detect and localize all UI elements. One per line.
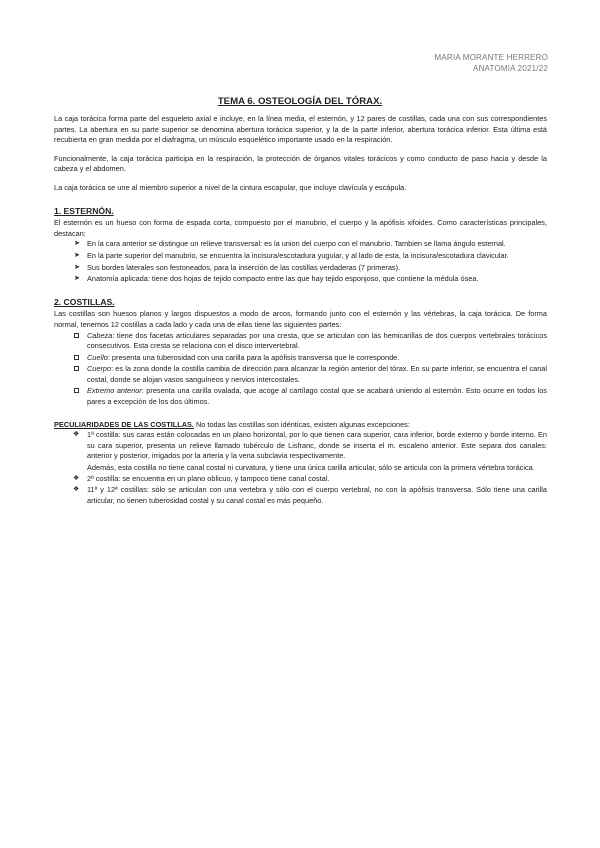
list-item: ➤ En la parte superior del manubrio, se encuentra la incisura/escotadura yugular, y al lado de esta, la incisura/escotadura clavicular. bbox=[74, 250, 509, 260]
list-item: ❖ 11ª y 12ª costillas: sólo se articulan con una vertebra y sólo con el cuerpo vertebral, no con la apófisis transversa. Sólo tiene una carilla articular, no tienen tuberosidad costal y su canal costal es más pequeño. bbox=[73, 485, 548, 505]
peculiarities-list bbox=[54, 430, 547, 462]
list-item: ➤ En la cara anterior se distingue un relieve transversal: es la union del cuerpo con el manubrio. Tambien se llama ángulo esternal. bbox=[74, 239, 506, 249]
peculiarities-intro: PECULIARIDADES DE LAS COSTILLAS. No todas las costillas son idénticas, existen algunas excepciones: bbox=[54, 419, 410, 429]
document-title: TEMA 6. OSTEOLOGÍA DEL TÓRAX. bbox=[217, 96, 383, 107]
arrow-bullet-icon: ➤ bbox=[74, 251, 80, 259]
diamond-bullet-icon: ❖ bbox=[73, 474, 80, 482]
arrow-bullet-icon: ➤ bbox=[74, 240, 80, 248]
list-item: Cabeza: tiene dos facetas articulares separadas por una cresta, que se articulan con las hemicarillas de dos cuerpos vertebrales torácicos consecutivos. Esta cresta se relaciona con el disco intervertebral. bbox=[54, 331, 547, 352]
ribs-paragraph: Las costillas son huesos planos y largos dispuestos a modo de arcos, formando junto con el esternón y las vértebras, la caja torácica. De forma normal, tenemos 12 costillas a cada lado y cada una de ellas tiene las siguientes partes: bbox=[54, 309, 547, 329]
list-item: ➤ Anatomía aplicada: tiene dos hojas de tejido compacto entre las que hay tejido esponjoso, que contiene la médula ósea. bbox=[74, 274, 479, 284]
checkbox-bullet-icon bbox=[74, 333, 79, 338]
list-item: Extremo anterior: presenta una carilla ovalada, que acoge al cartílago costal que se acabará uniendo al esternón. Esto ocurre en todos los pares a excepción de los dos últimos. bbox=[54, 386, 547, 407]
list-item: ❖ 2ª costilla: se encuentra en un plano oblicuo, y tampoco tiene canal costal. bbox=[73, 473, 330, 483]
intro-paragraph: La caja torácica se une al miembro superior a nivel de la cintura escapular, que incluye clavícula y escápula. bbox=[54, 182, 407, 192]
intro-paragraph: Funcionalmente, la caja torácica participa en la respiración, la protección de órganos vitales torácicos y como conducto de paso hacia y desde la cabeza y el abdomen. bbox=[54, 153, 547, 174]
section-heading-ribs: 2. COSTILLAS. bbox=[54, 296, 115, 307]
peculiarities-heading: PECULIARIDADES DE LAS COSTILLAS. bbox=[54, 419, 194, 429]
list-item: Cuello: presenta una tuberosidad con una carilla para la apófisis transversa que le corresponde. bbox=[54, 353, 547, 364]
list-item: Cuerpo: es la zona donde la costilla cambia de dirección para alcanzar la región anterior del tórax. En su parte inferior, se encuentra el canal costal, donde se alojan vasos sanguíneos y nervios intercostales. bbox=[54, 364, 547, 385]
sternum-list bbox=[54, 239, 547, 284]
checkbox-bullet-icon bbox=[74, 366, 79, 371]
page-header bbox=[434, 52, 548, 74]
rib-parts-list bbox=[54, 331, 547, 408]
section-heading-sternum: 1. ESTERNÓN. bbox=[54, 205, 114, 216]
checkbox-bullet-icon bbox=[74, 355, 79, 360]
author-name: MARIA MORANTE HERRERO bbox=[434, 53, 548, 62]
arrow-bullet-icon: ➤ bbox=[74, 263, 80, 271]
list-item: ➤ Sus bordes laterales son festoneados, para la inserción de las costillas verdaderas (7 primeras). bbox=[74, 262, 401, 272]
diamond-bullet-icon: ❖ bbox=[73, 486, 80, 494]
document-body bbox=[54, 114, 547, 507]
checkbox-bullet-icon bbox=[74, 388, 79, 393]
list-item: ❖ 1ª costilla: sus caras están colocadas en un plano horizontal, por lo que tienen cara superior, cara inferior, borde externo y borde interno. En su cara superior, presenta un relieve llamado tubérculo de Lisfranc, donde se inserta el m. escaleno anterior. Este separa dos canales: anterior y posterior, irrigados por la arteria y la vena subclavia respectivamente. bbox=[73, 430, 548, 461]
first-rib-note: Además, esta costilla no tiene canal costal ni curvatura, y tiene una única carilla articular, sólo se articula con la primera vértebra torácica. bbox=[87, 463, 535, 473]
peculiarities-list-continued bbox=[54, 474, 547, 507]
arrow-bullet-icon: ➤ bbox=[74, 275, 80, 283]
diamond-bullet-icon: ❖ bbox=[73, 431, 80, 439]
intro-paragraph: La caja torácica forma parte del esqueleto axial e incluye, en la línea media, el esternón, y 12 pares de costillas, cada una con sus correspondientes partes. La abertura en su parte superior se denomina abertura torácica superior, y la de la parte inferior, abertura torácica inferior. Esta última está recubierta en gran medida por el diafragma, un músculo esquelético importante usado en la respiración. bbox=[54, 114, 547, 145]
course-label: ANATOMIA 2021/22 bbox=[473, 64, 548, 73]
sternum-paragraph: El esternón es un hueso con forma de espada corta, compuesto por el manubrio, el cuerpo y la apófisis xifoides. Como características principales, destacan: bbox=[54, 218, 547, 238]
